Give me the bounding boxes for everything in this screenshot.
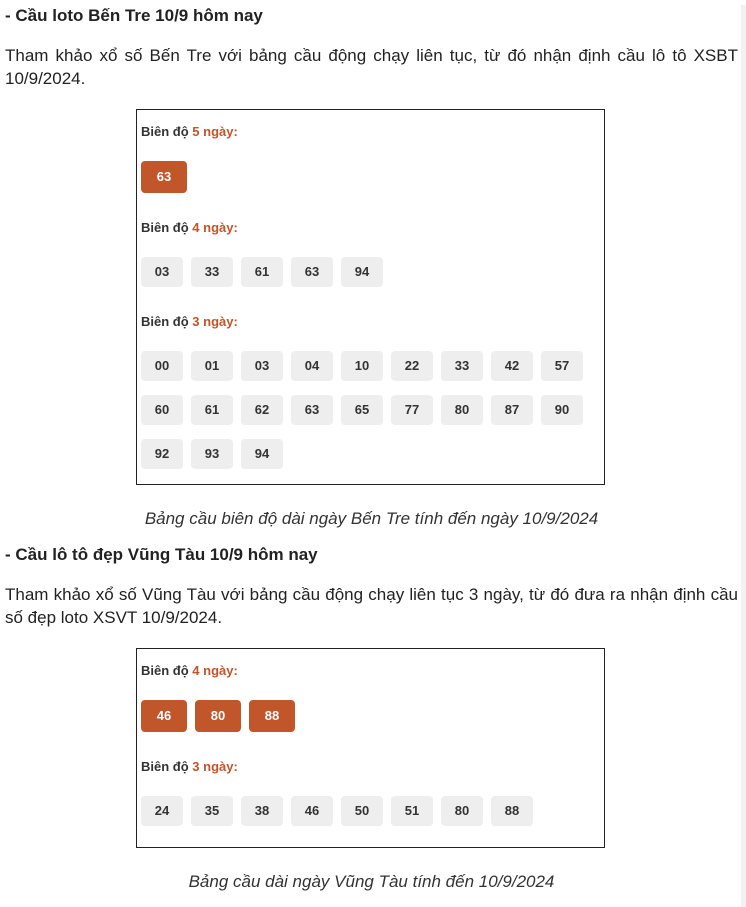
number-chip[interactable]: 94 — [341, 257, 383, 287]
number-chip[interactable]: 42 — [491, 351, 533, 381]
number-chip[interactable]: 00 — [141, 351, 183, 381]
number-chip-list — [141, 796, 601, 840]
number-chip[interactable]: 01 — [191, 351, 233, 381]
number-chip[interactable]: 94 — [241, 439, 283, 469]
number-chip[interactable]: 63 — [141, 161, 187, 193]
number-chip[interactable]: 93 — [191, 439, 233, 469]
range-label: Biên độ — [141, 314, 193, 329]
number-chip[interactable]: 80 — [195, 700, 241, 732]
range-label: Biên độ — [141, 759, 193, 774]
range-level-title — [141, 314, 604, 330]
section-heading-ben-tre: - Cầu loto Bến Tre 10/9 hôm nay — [5, 6, 263, 25]
number-chip[interactable]: 77 — [391, 395, 433, 425]
range-level — [141, 314, 604, 483]
number-chip[interactable]: 63 — [291, 395, 333, 425]
number-chip[interactable]: 51 — [391, 796, 433, 826]
number-chip[interactable]: 04 — [291, 351, 333, 381]
range-level — [141, 663, 604, 746]
page-edge — [741, 5, 746, 907]
number-chip-list — [141, 161, 601, 207]
range-label: Biên độ — [141, 663, 193, 678]
bridge-table-vung-tau — [136, 648, 605, 848]
number-chip[interactable]: 61 — [191, 395, 233, 425]
range-level-title — [141, 759, 604, 775]
range-days: 4 ngày: — [192, 663, 238, 678]
number-chip[interactable]: 80 — [441, 395, 483, 425]
number-chip[interactable]: 65 — [341, 395, 383, 425]
number-chip[interactable]: 61 — [241, 257, 283, 287]
range-level-title — [141, 663, 604, 679]
number-chip[interactable]: 03 — [141, 257, 183, 287]
number-chip[interactable]: 63 — [291, 257, 333, 287]
range-label: Biên độ — [141, 220, 193, 235]
article-content — [0, 5, 746, 893]
range-level-title — [141, 124, 604, 140]
number-chip[interactable]: 90 — [541, 395, 583, 425]
number-chip[interactable]: 10 — [341, 351, 383, 381]
caption-vung-tau: Bảng cầu dài ngày Vũng Tàu tính đến 10/9/2024 — [188, 872, 555, 891]
range-level — [141, 759, 604, 840]
range-days: 3 ngày: — [192, 759, 238, 774]
range-days: 4 ngày: — [192, 220, 238, 235]
number-chip[interactable]: 38 — [241, 796, 283, 826]
number-chip[interactable]: 22 — [391, 351, 433, 381]
number-chip[interactable]: 62 — [241, 395, 283, 425]
range-days: 5 ngày: — [192, 124, 238, 139]
number-chip[interactable]: 03 — [241, 351, 283, 381]
range-level-title — [141, 220, 604, 236]
bridge-table-ben-tre — [136, 109, 605, 485]
number-chip[interactable]: 60 — [141, 395, 183, 425]
intro-vung-tau: Tham khảo xổ số Vũng Tàu với bảng cầu động chạy liên tục 3 ngày, từ đó đưa ra nhận định cầu số đẹp loto XSVT 10/9/2024. — [5, 585, 738, 627]
range-level — [141, 220, 604, 301]
number-chip-list — [141, 257, 601, 301]
number-chip[interactable]: 46 — [291, 796, 333, 826]
number-chip[interactable]: 24 — [141, 796, 183, 826]
number-chip[interactable]: 35 — [191, 796, 233, 826]
caption-ben-tre: Bảng cầu biên độ dài ngày Bến Tre tính đến ngày 10/9/2024 — [144, 509, 599, 528]
number-chip-list — [141, 351, 601, 483]
number-chip[interactable]: 57 — [541, 351, 583, 381]
range-level — [141, 124, 604, 207]
number-chip-list — [141, 700, 601, 746]
number-chip[interactable]: 33 — [191, 257, 233, 287]
number-chip[interactable]: 87 — [491, 395, 533, 425]
number-chip[interactable]: 88 — [491, 796, 533, 826]
number-chip[interactable]: 33 — [441, 351, 483, 381]
intro-ben-tre: Tham khảo xổ số Bến Tre với bảng cầu động chạy liên tục, từ đó nhận định cầu lô tô XSBT 10/9/2024. — [5, 46, 738, 88]
range-days: 3 ngày: — [192, 314, 238, 329]
section-heading-vung-tau: - Cầu lô tô đẹp Vũng Tàu 10/9 hôm nay — [5, 545, 318, 564]
range-label: Biên độ — [141, 124, 193, 139]
number-chip[interactable]: 50 — [341, 796, 383, 826]
number-chip[interactable]: 88 — [249, 700, 295, 732]
number-chip[interactable]: 92 — [141, 439, 183, 469]
number-chip[interactable]: 46 — [141, 700, 187, 732]
number-chip[interactable]: 80 — [441, 796, 483, 826]
